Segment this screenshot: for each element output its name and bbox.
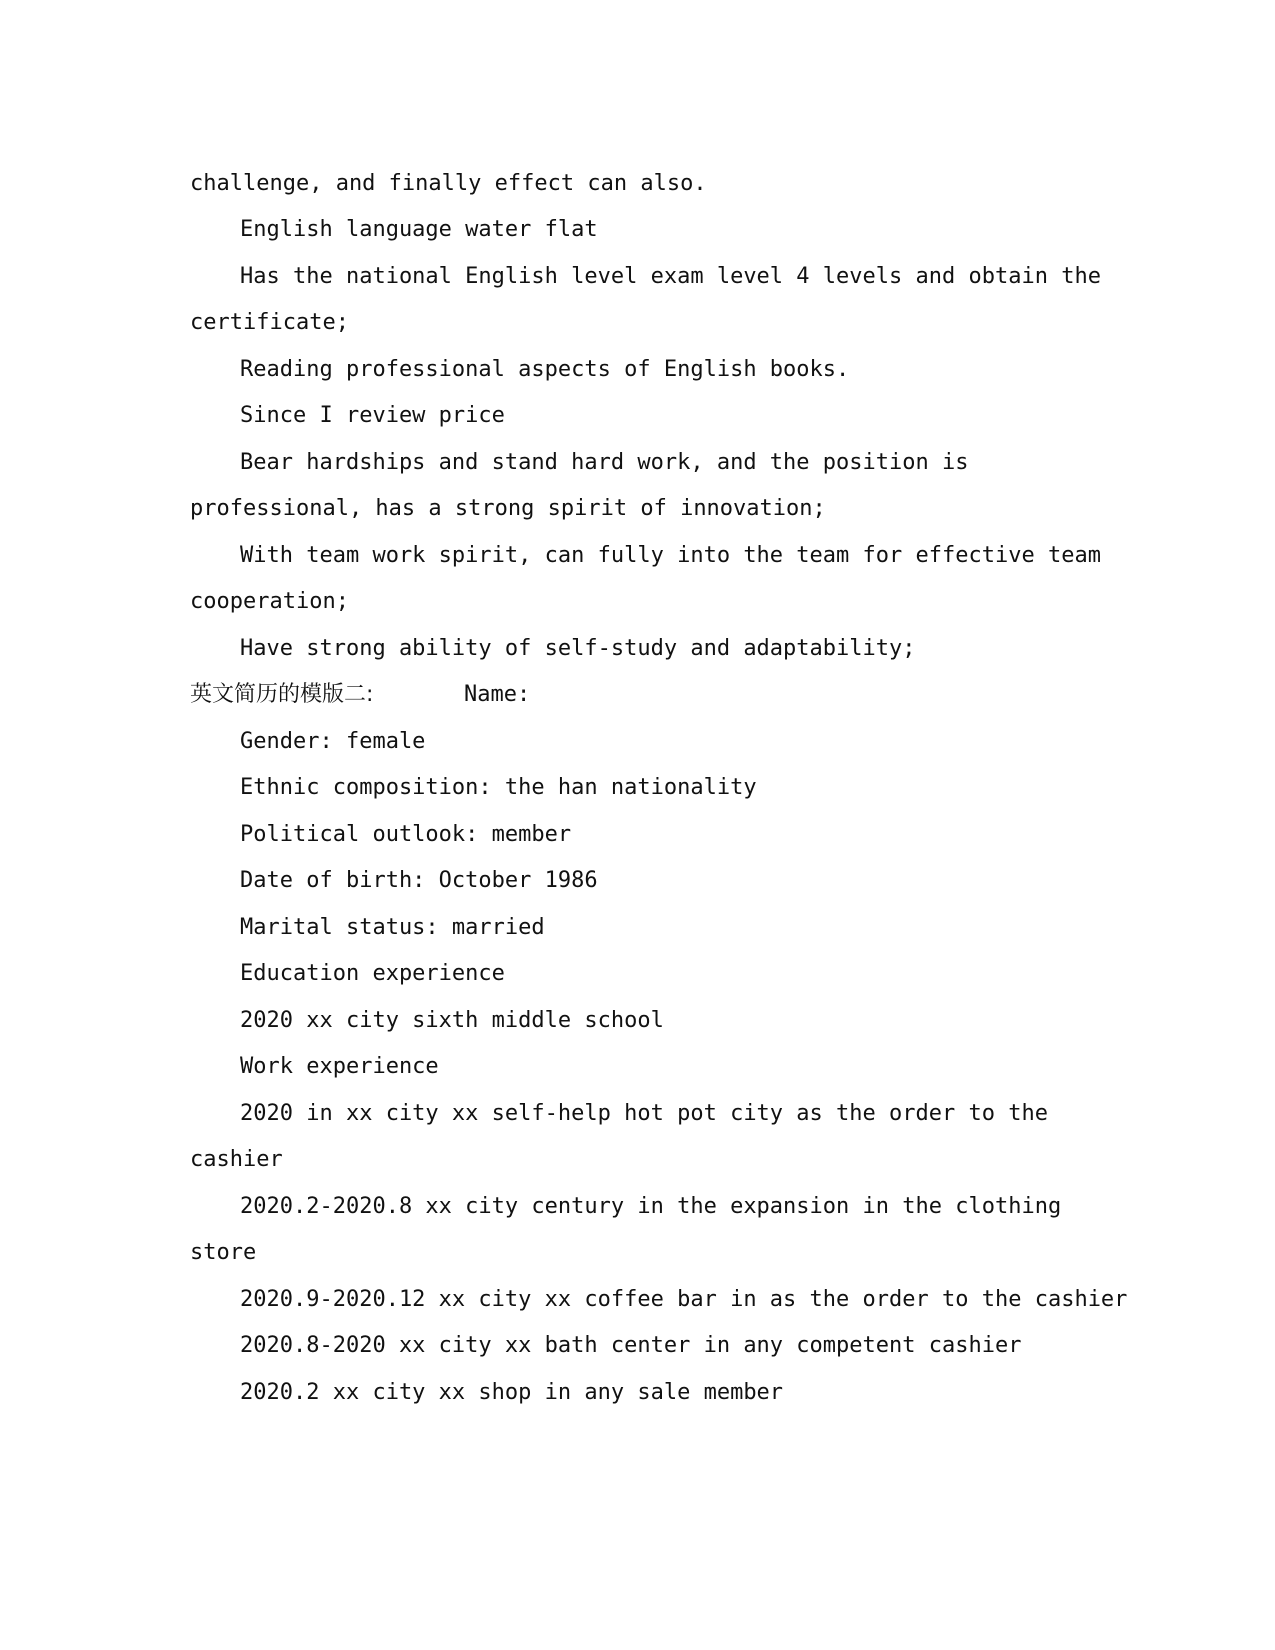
resume-line: store — [190, 1240, 257, 1265]
resume-line: 2020 in xx city xx self-help hot pot city as the order to the — [240, 1101, 1048, 1126]
text-line: Since I review price — [240, 403, 505, 428]
resume-line: cashier — [190, 1147, 283, 1172]
resume-line: Date of birth: October 1986 — [240, 868, 598, 893]
resume-line: 2020.2 xx city xx shop in any sale member — [240, 1380, 784, 1405]
template-two-heading: 英文简历的模版二: — [190, 682, 374, 707]
resume-line: Ethnic composition: the han nationality — [240, 775, 757, 800]
resume-line: Marital status: married — [240, 915, 545, 940]
resume-line: Work experience — [240, 1054, 439, 1079]
text-line: certificate; — [190, 310, 349, 335]
resume-line: 2020.2-2020.8 xx city century in the expansion in the clothing — [240, 1194, 1062, 1219]
text-line: English language water flat — [240, 217, 598, 242]
resume-line: Education experience — [240, 961, 505, 986]
text-line: Reading professional aspects of English books. — [240, 357, 850, 382]
text-line: challenge, and finally effect can also. — [190, 171, 707, 196]
text-line: With team work spirit, can fully into the team for effective team — [240, 543, 1101, 568]
resume-line: Political outlook: member — [240, 822, 572, 847]
text-line: cooperation; — [190, 589, 349, 614]
text-line: professional, has a strong spirit of innovation; — [190, 496, 826, 521]
resume-line: 2020.9-2020.12 xx city xx coffee bar in as the order to the cashier — [240, 1287, 1128, 1312]
resume-line: Gender: female — [240, 729, 426, 754]
name-label: Name: — [464, 682, 531, 707]
text-line: Have strong ability of self-study and adaptability; — [240, 636, 916, 661]
text-line: Has the national English level exam level 4 levels and obtain the — [240, 264, 1101, 289]
text-line: Bear hardships and stand hard work, and the position is — [240, 450, 969, 475]
resume-line: 2020 xx city sixth middle school — [240, 1008, 664, 1033]
resume-line: 2020.8-2020 xx city xx bath center in any competent cashier — [240, 1333, 1022, 1358]
